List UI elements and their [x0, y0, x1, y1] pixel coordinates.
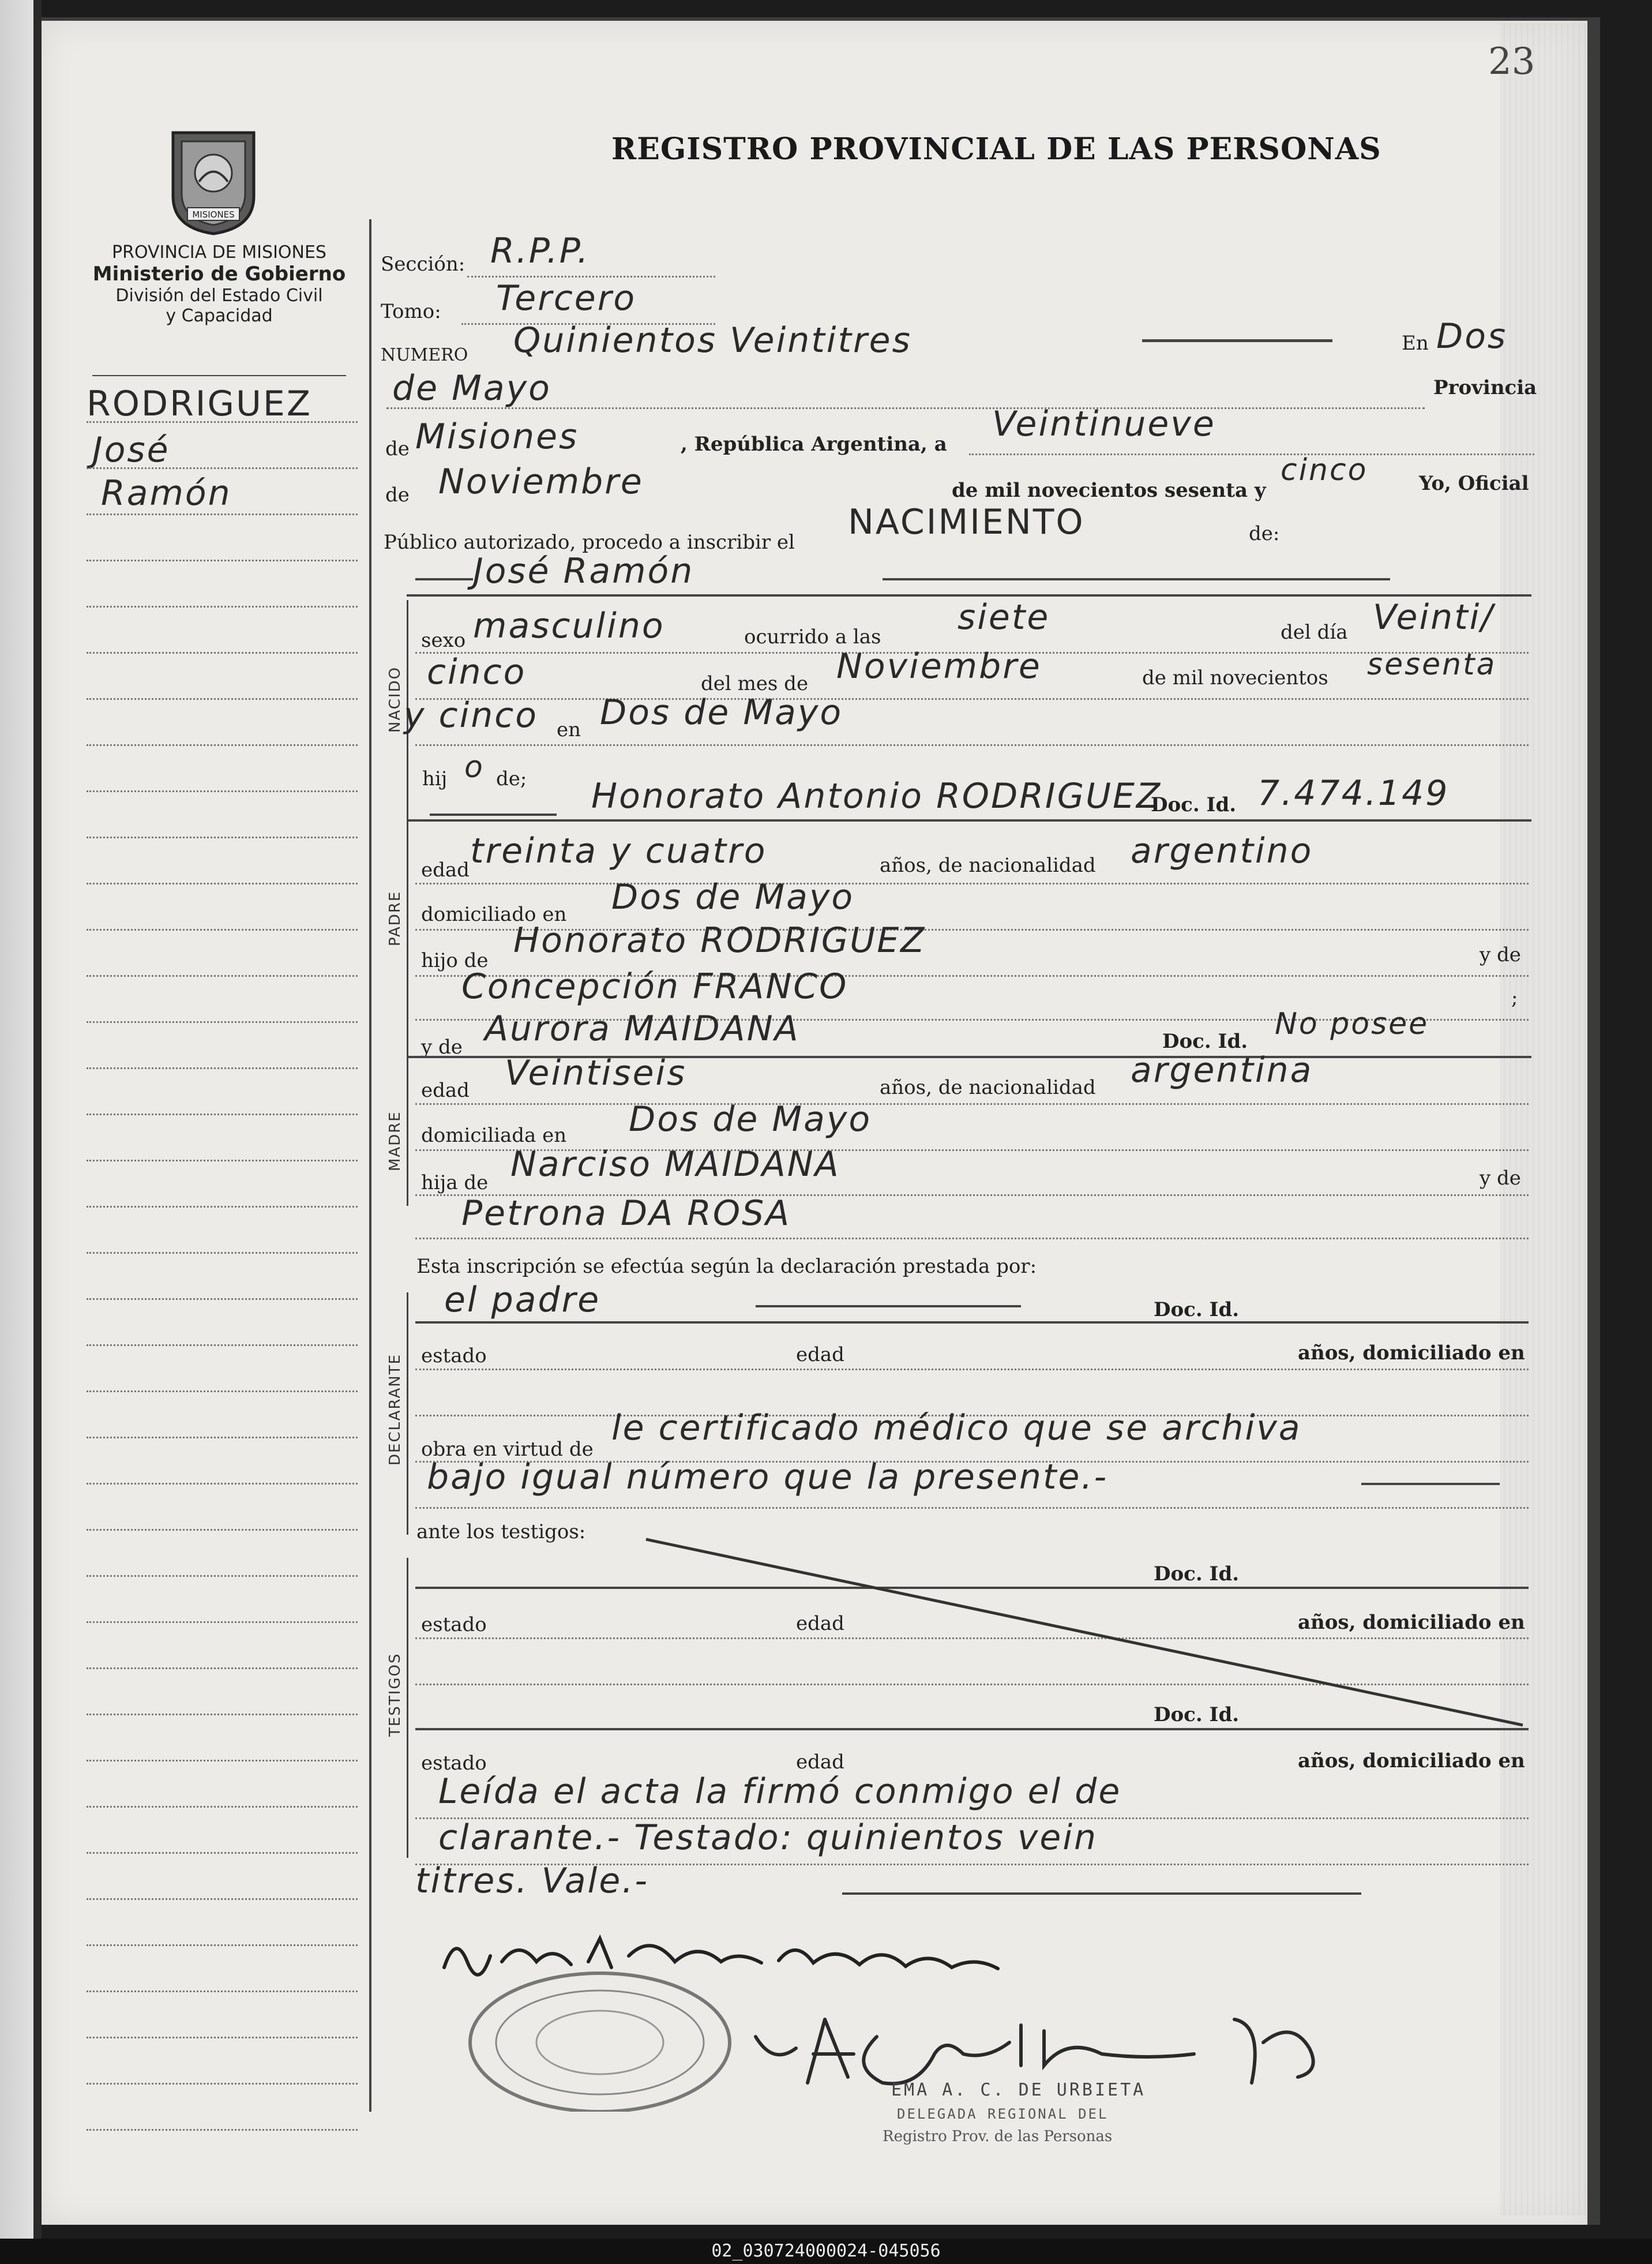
value-mes-nac: Noviembre: [836, 646, 1042, 687]
label-obra: obra en virtud de: [421, 1438, 594, 1461]
page-title: REGISTRO PROVINCIAL DE LAS PERSONAS: [611, 132, 1381, 167]
value-abuela-p: Concepción FRANCO: [461, 966, 848, 1007]
label-de-semicolon: de;: [496, 767, 527, 790]
label-de-1: de: [385, 437, 410, 460]
value-tomo: Tercero: [496, 278, 637, 318]
margin-first-name: José: [92, 430, 170, 470]
margin-second-name: Ramón: [101, 473, 232, 513]
issuer-province: PROVINCIA DE MISIONES: [112, 242, 326, 263]
label-mil-nov: de mil novecientos: [1142, 666, 1328, 689]
official-round-stamp: [461, 1962, 738, 2112]
value-obra-1: le certificado médico que se archiva: [611, 1408, 1302, 1448]
side-label-nacido: NACIDO: [386, 666, 404, 733]
value-nota-1: Leída el acta la firmó conmigo el de: [438, 1771, 1122, 1812]
label-y-de-madre: y de: [421, 1036, 463, 1059]
value-padre-dom: Dos de Mayo: [611, 877, 855, 917]
value-obra-2: bajo igual número que la presente.-: [427, 1457, 1109, 1497]
stamp-line-2: DELEGADA REGIONAL DEL: [897, 2106, 1109, 2122]
side-label-madre: MADRE: [386, 1111, 404, 1171]
value-mes: Noviembre: [438, 462, 644, 502]
label-sexo: sexo: [421, 629, 466, 652]
value-anio: cinco: [1281, 453, 1368, 488]
value-madre-dom: Dos de Mayo: [629, 1099, 872, 1140]
issuer-ministry: Ministerio de Gobierno: [92, 263, 346, 286]
label-de-2: de: [385, 483, 410, 507]
label-doc-id-madre: Doc. Id.: [1162, 1030, 1248, 1053]
label-seccion: Sección:: [381, 253, 465, 276]
label-mil-nov-sesenta: de mil novecientos sesenta y: [952, 479, 1266, 502]
label-en-small: en: [557, 718, 581, 741]
value-numero: Quinientos Veintitres: [513, 320, 912, 361]
label-domiciliada: domiciliada en: [421, 1124, 567, 1147]
label-testigos: ante los testigos:: [416, 1520, 586, 1543]
value-madre-nac: argentina: [1131, 1050, 1313, 1090]
side-label-padre: PADRE: [386, 890, 404, 946]
label-publico: Público autorizado, procedo a inscribir el: [384, 531, 795, 554]
page-number: 23: [1488, 40, 1535, 83]
label-hij: hij: [422, 767, 448, 790]
value-dia-nac-2: cinco: [427, 652, 527, 692]
seal-text: MISIONES: [192, 209, 235, 220]
side-label-testigos: TESTIGOS: [386, 1652, 404, 1737]
value-dia-nac: Veinti/: [1373, 597, 1495, 638]
label-oficial: Yo, Oficial: [1419, 472, 1529, 495]
value-lugar-nac: Dos de Mayo: [600, 692, 843, 733]
image-id-footer: 02_030724000024-045056: [0, 2239, 1652, 2264]
label-tomo: Tomo:: [381, 300, 441, 323]
value-anio-nac: sesenta: [1367, 647, 1497, 682]
value-abuelo-p: Honorato RODRIGUEZ: [513, 920, 926, 961]
label-estado-3: estado: [421, 1752, 487, 1775]
value-hij-suffix: o: [464, 750, 485, 785]
label-anos-dom-1: años, domiciliado en: [1298, 1341, 1525, 1365]
value-padre-nac: argentino: [1131, 831, 1313, 871]
label-declaracion: Esta inscripción se efectúa según la declaración prestada por:: [416, 1255, 1037, 1278]
margin-surname: RODRIGUEZ: [87, 384, 312, 424]
issuer-division-2: y Capacidad: [166, 306, 273, 326]
label-estado-2: estado: [421, 1613, 487, 1636]
value-nota-2: clarante.- Testado: quinientos vein: [438, 1817, 1098, 1858]
label-doc-id-t1: Doc. Id.: [1154, 1562, 1240, 1585]
label-hijo-de: hijo de: [421, 949, 489, 972]
stamp-line-1: EMA A. C. DE URBIETA: [891, 2080, 1146, 2100]
label-ocurrido: ocurrido a las: [744, 625, 881, 649]
label-edad-madre: edad: [421, 1079, 470, 1102]
label-doc-id-padre: Doc. Id.: [1151, 793, 1237, 816]
value-abuela-m: Petrona DA ROSA: [461, 1193, 791, 1234]
value-seccion: R.P.P.: [490, 231, 590, 271]
label-anos-dom-2: años, domiciliado en: [1298, 1611, 1525, 1634]
value-madre-edad: Veintiseis: [505, 1053, 687, 1093]
value-provincia: Misiones: [415, 417, 579, 457]
value-padre-nombre: Honorato Antonio RODRIGUEZ: [591, 776, 1162, 816]
label-republica: , República Argentina, a: [681, 433, 947, 456]
value-madre-nombre: Aurora MAIDANA: [485, 1009, 800, 1049]
label-del-dia: del día: [1281, 621, 1348, 644]
label-semicolon: ;: [1511, 987, 1518, 1010]
label-edad-padre: edad: [421, 859, 470, 882]
value-en: Dos: [1436, 316, 1508, 357]
label-anos-nac-padre: años, de nacionalidad: [880, 854, 1096, 877]
label-provincia: Provincia: [1433, 376, 1537, 399]
label-numero: NUMERO: [381, 345, 468, 365]
value-lugar: de Mayo: [392, 368, 551, 408]
label-edad-3: edad: [796, 1751, 844, 1774]
label-anos-dom-3: años, domiciliado en: [1298, 1749, 1525, 1772]
label-y-de-2: y de: [1480, 1167, 1521, 1190]
value-anio-nac-2: y cinco: [404, 695, 538, 736]
label-estado-1: estado: [421, 1344, 487, 1367]
label-y-de-1: y de: [1480, 943, 1521, 966]
label-domiciliado-padre: domiciliado en: [421, 903, 567, 926]
label-doc-id-t2: Doc. Id.: [1154, 1703, 1240, 1726]
value-declarante: el padre: [444, 1280, 601, 1320]
label-de-colon: de:: [1249, 522, 1280, 545]
value-acto: NACIMIENTO: [848, 502, 1085, 542]
stamp-line-3: Registro Prov. de las Personas: [883, 2128, 1113, 2145]
label-doc-id-declarante: Doc. Id.: [1154, 1298, 1240, 1321]
value-nombre: José Ramón: [473, 551, 694, 591]
label-anos-nac-madre: años, de nacionalidad: [880, 1076, 1096, 1099]
value-madre-doc: No posee: [1275, 1007, 1429, 1041]
label-hija-de: hija de: [421, 1171, 489, 1194]
value-dia: Veintinueve: [992, 404, 1216, 444]
value-padre-edad: treinta y cuatro: [470, 831, 767, 871]
label-edad-1: edad: [796, 1343, 844, 1366]
value-nota-3: titres. Vale.-: [415, 1861, 649, 1901]
value-abuelo-m: Narciso MAIDANA: [510, 1144, 840, 1185]
label-en: En: [1402, 332, 1429, 355]
label-del-mes: del mes de: [701, 672, 809, 695]
value-sexo: masculino: [473, 606, 665, 646]
side-label-declarante: DECLARANTE: [386, 1353, 404, 1465]
value-padre-doc: 7.474.149: [1257, 773, 1450, 814]
label-edad-2: edad: [796, 1612, 844, 1635]
value-hora: siete: [958, 597, 1050, 638]
line-nota-3-fill: [842, 1892, 1361, 1895]
issuer-division-1: División del Estado Civil: [115, 286, 323, 306]
